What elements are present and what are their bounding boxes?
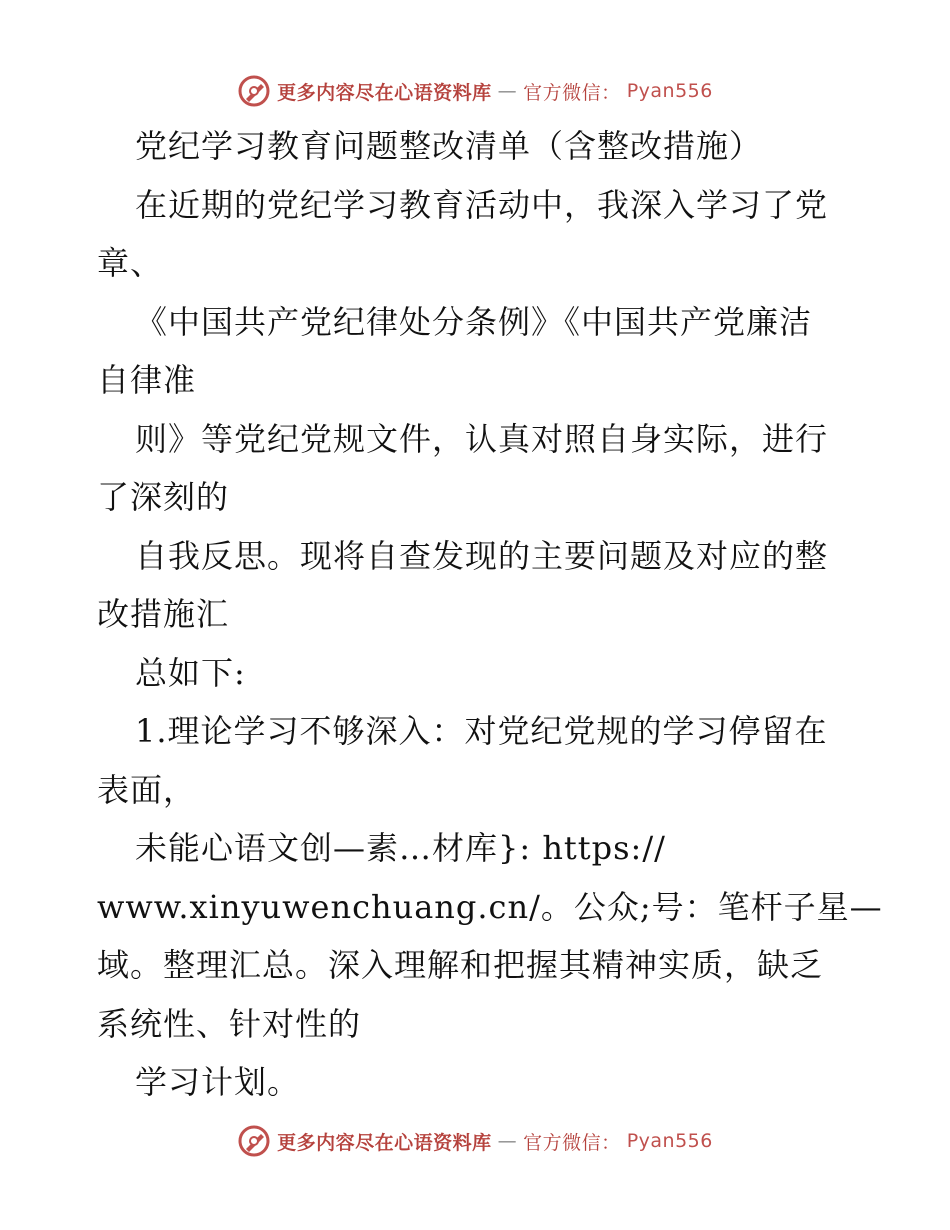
paragraph-line: 改措施汇: [97, 595, 230, 633]
paragraph-line: 自律准: [97, 361, 197, 399]
paragraph-line: 1.理论学习不够深入：对党纪党规的学习停留在: [135, 712, 828, 750]
pen-logo-icon: [237, 74, 271, 108]
watermark-wechat-label: 官方微信：: [523, 1131, 621, 1154]
paragraph-line: 自我反思。现将自查发现的主要问题及对应的整: [135, 536, 829, 575]
document-body: [97, 117, 883, 1112]
watermark-separator: —: [497, 1130, 518, 1152]
paragraph-line: 则》等党纪党规文件，认真对照自身实际，进行: [135, 419, 829, 458]
watermark-separator: —: [497, 80, 518, 102]
document-title: 党纪学习教育问题整改清单（含整改措施）: [135, 127, 763, 165]
paragraph-line: 学习计划。: [135, 1063, 301, 1101]
watermark-wechat-id: Pyan556: [626, 1130, 713, 1152]
header-watermark: [0, 74, 950, 108]
paragraph-line: www.xinyuwenchuang.cn/。公众;号：笔杆子星—: [97, 887, 883, 926]
footer-watermark: [0, 1124, 950, 1158]
paragraph-line: 《中国共产党纪律处分条例》《中国共产党廉洁: [135, 302, 813, 341]
paragraph-line: 了深刻的: [97, 478, 230, 516]
watermark-wechat-label: 官方微信：: [523, 81, 621, 104]
paragraph-line: 在近期的党纪学习教育活动中，我深入学习了党: [135, 185, 829, 224]
paragraph-line: 系统性、针对性的: [97, 1004, 362, 1043]
watermark-wechat-id: Pyan556: [626, 80, 713, 102]
watermark-main-text: 更多内容尽在心语资料库: [277, 1131, 492, 1154]
paragraph-line: 总如下:: [135, 653, 246, 692]
paragraph-line: 章、: [97, 244, 164, 282]
watermark-main-text: 更多内容尽在心语资料库: [277, 81, 492, 104]
paragraph-line: 表面，: [97, 770, 197, 809]
paragraph-line: 域。整理汇总。深入理解和把握其精神实质，缺乏: [97, 946, 824, 984]
paragraph-line: 未能心语文创—素…材库}: https://: [135, 829, 666, 867]
pen-logo-icon: [237, 1124, 271, 1158]
